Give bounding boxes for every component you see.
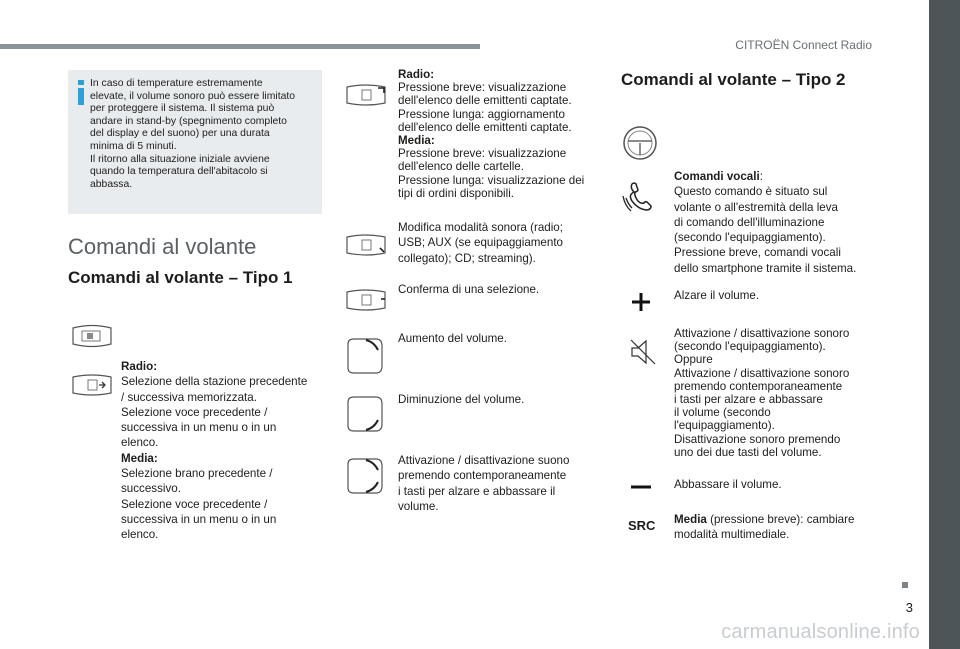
info-line: Il ritorno alla situazione iniziale avviene <box>90 153 270 165</box>
text-line: elenco. <box>121 528 159 542</box>
text-line: Attivazione / disattivazione sonoro <box>674 327 850 340</box>
text-line: uno dei due tasti del volume. <box>674 445 822 459</box>
info-line: abbassa. <box>90 178 133 190</box>
text-line: Selezione brano precedente / <box>121 467 273 481</box>
mute-icon <box>629 338 657 366</box>
info-line: elevate, il volume sonoro può essere limitato <box>90 90 296 102</box>
text-line: Questo comando è situato sul <box>674 185 828 199</box>
volume-down-text <box>398 392 598 407</box>
text-line: successivo. <box>121 482 181 496</box>
plus-text <box>674 288 874 303</box>
text-line: Pressione lunga: visualizzazione dei <box>398 173 585 187</box>
text-line: (secondo l'equipaggiamento). <box>674 340 826 354</box>
text-line: premendo contemporaneamente <box>398 469 567 483</box>
text-line: USB; AUX (se equipaggiamento <box>398 236 563 250</box>
text-line: collegato); CD; streaming). <box>398 251 536 265</box>
text-line: / successiva memorizzata. <box>121 390 257 404</box>
text-line: elenco. <box>121 436 159 450</box>
voice-text <box>674 169 874 276</box>
src-label: SRC <box>628 518 656 533</box>
text-line: Selezione della stazione precedente <box>121 375 308 389</box>
text-line: volume. <box>398 499 439 513</box>
text-line: l'equipaggiamento). <box>674 419 775 433</box>
info-icon <box>76 80 86 104</box>
section-title: Comandi al volante <box>68 234 257 259</box>
steering-wheel-icon <box>620 124 660 162</box>
volume-up-text <box>398 331 598 346</box>
confirm-control-icon <box>344 287 388 313</box>
text-line: Alzare il volume. <box>674 289 760 302</box>
minus-icon <box>630 482 652 492</box>
text-line: modalità multimediale. <box>674 528 790 542</box>
mute-text <box>398 453 598 514</box>
text-line: Pressione breve, comandi vocali <box>674 246 841 260</box>
minus-text <box>674 477 874 492</box>
volume-down-control-icon <box>344 394 386 434</box>
page-marker <box>902 582 908 588</box>
tipo1-title: Comandi al volante – Tipo 1 <box>68 268 293 287</box>
radio-right-text <box>398 68 598 200</box>
mute-info-text <box>674 327 874 459</box>
header-rule <box>0 44 480 49</box>
voice-command-icon <box>622 182 654 212</box>
info-line: minima di 5 minuti. <box>90 140 177 152</box>
text-line: Conferma di una selezione. <box>398 283 540 296</box>
voice-label: Comandi vocali <box>674 170 760 183</box>
text-line: Disattivazione sonoro premendo <box>674 432 841 446</box>
radio-left-text <box>121 359 321 543</box>
radio-list-control-icon <box>344 82 388 108</box>
steering-control-overview-icon <box>70 322 114 350</box>
mode-text <box>398 220 598 266</box>
src-media-label: Media <box>674 513 707 526</box>
text-line: Radio: <box>121 360 158 373</box>
info-line: andare in stand-by (spegnimento completo <box>90 115 287 127</box>
text-line: (secondo l'equipaggiamento). <box>674 231 826 245</box>
confirm-text <box>398 282 598 297</box>
text-line: Media: <box>121 451 158 465</box>
info-line: per proteggere il sistema. Il sistema può <box>90 103 275 115</box>
text-line: Attivazione / disattivazione suono <box>398 454 570 467</box>
info-box <box>68 70 322 214</box>
text-line: Media: <box>398 134 435 148</box>
text-line: dell'elenco delle cartelle. <box>398 160 524 174</box>
info-text <box>90 78 314 191</box>
radio-seek-control-icon <box>70 372 114 398</box>
text-line: successiva in un menu o in un <box>121 512 277 526</box>
text-line: volante o all'estremità della leva <box>674 200 838 214</box>
watermark: carmanualsonline.info <box>721 621 920 643</box>
text-line: successiva in un menu o in un <box>121 421 277 435</box>
text-line: (pressione breve): cambiare <box>706 513 855 526</box>
text-line: dell'elenco delle emittenti captate. <box>398 120 572 134</box>
plus-icon <box>630 291 652 313</box>
text-line: dello smartphone tramite il sistema. <box>674 261 857 275</box>
info-line: In caso di temperature estremamente <box>90 78 263 89</box>
text-line: di comando dell'illuminazione <box>674 215 825 229</box>
text-line: i tasti per alzare e abbassare il <box>398 484 556 498</box>
text-line: Pressione lunga: aggiornamento <box>398 107 565 121</box>
header-title: CITROËN Connect Radio <box>735 38 872 52</box>
text-line: Abbassare il volume. <box>674 478 782 491</box>
text-line: premendo contemporaneamente <box>674 379 843 393</box>
text-line: Attivazione / disattivazione sonoro <box>674 366 850 380</box>
source-mode-control-icon <box>344 232 388 258</box>
text-line: Pressione breve: visualizzazione <box>398 147 567 161</box>
text-line: Modifica modalità sonora (radio; <box>398 221 563 234</box>
mute-control-icon <box>344 456 386 496</box>
info-line: del display e del suono) per una durata <box>90 128 270 140</box>
voice-colon: : <box>759 170 763 183</box>
volume-up-control-icon <box>344 336 386 376</box>
text-line: Aumento del volume. <box>398 332 507 345</box>
text-line: tipi di ordini disponibili. <box>398 186 514 200</box>
text-line: Selezione voce precedente / <box>121 497 268 511</box>
text-line: Radio: <box>398 68 435 81</box>
text-line: Oppure <box>674 353 713 367</box>
text-line: Pressione breve: visualizzazione <box>398 81 567 95</box>
text-line: il volume (secondo <box>674 406 771 420</box>
page-number: 3 <box>905 600 913 615</box>
side-band <box>929 0 960 649</box>
text-line: Selezione voce precedente / <box>121 405 268 419</box>
text-line: Diminuzione del volume. <box>398 393 525 406</box>
src-text <box>674 512 874 543</box>
text-line: i tasti per alzare e abbassare <box>674 393 823 407</box>
text-line: dell'elenco delle emittenti captate. <box>398 94 572 108</box>
info-line: quando la temperatura dell'abitacolo si <box>90 166 268 178</box>
tipo2-title: Comandi al volante – Tipo 2 <box>621 70 846 89</box>
